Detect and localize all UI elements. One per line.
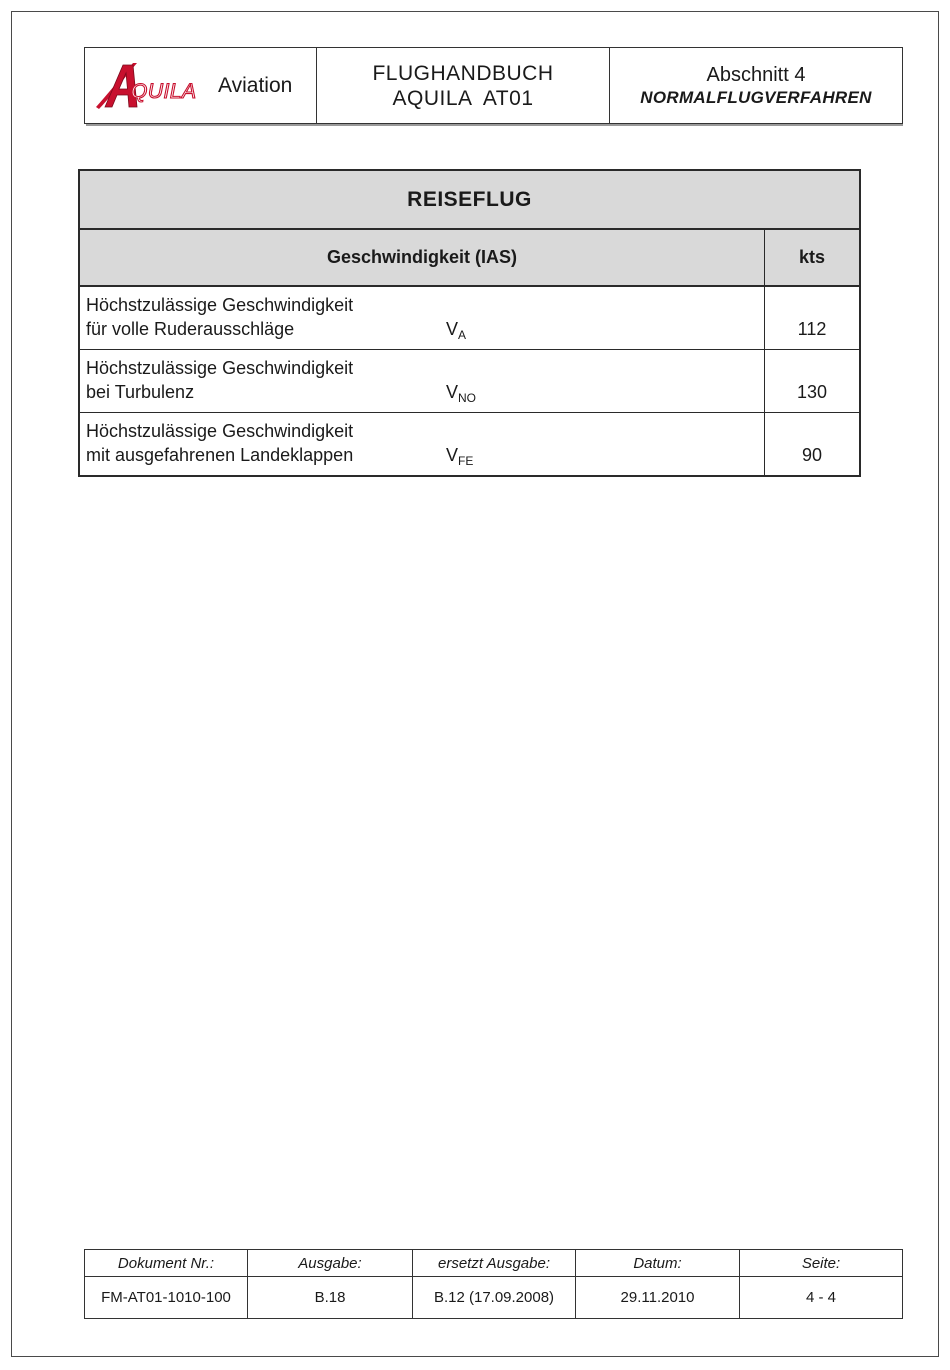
- table-title: REISEFLUG: [80, 171, 859, 230]
- footer-label-row: [85, 1250, 902, 1277]
- header-divider: [86, 124, 903, 126]
- manual-title-line1: FLUGHANDBUCH: [372, 61, 554, 85]
- footer-label-page: Seite:: [801, 1254, 841, 1272]
- table-row: [80, 287, 859, 350]
- row-description: [80, 287, 765, 349]
- speed-symbol: $V_{FE}$: [446, 445, 474, 468]
- table-header-row: [80, 230, 859, 287]
- row-description-line1: Höchstzulässige Geschwindigkeit: [86, 358, 354, 378]
- section-number: Abschnitt 4: [706, 63, 806, 86]
- speed-symbol: $V_{NO}$: [446, 382, 477, 405]
- speed-value: 90: [801, 445, 823, 465]
- section-name: NORMALFLUGVERFAHREN: [640, 87, 872, 107]
- row-description-line1: Höchstzulässige Geschwindigkeit: [86, 295, 354, 315]
- footer-replaces-issue: B.12 (17.09.2008): [413, 1277, 576, 1318]
- document-header: [84, 47, 903, 124]
- document-footer: [84, 1249, 903, 1319]
- svg-text:QUILA: QUILA: [131, 79, 197, 103]
- footer-label-issue: Ausgabe:: [248, 1250, 413, 1276]
- row-description: [80, 350, 765, 412]
- speed-symbol: $V_A$: [446, 319, 467, 342]
- column-header-unit: kts: [798, 247, 825, 267]
- manual-title-line2: AQUILA AT01: [392, 86, 534, 110]
- cruise-speed-table: [78, 169, 861, 477]
- row-description-line2: mit ausgefahrenen Landeklappen: [86, 445, 354, 465]
- footer-issue: B.18: [248, 1277, 413, 1318]
- footer-date: 29.11.2010: [576, 1277, 740, 1318]
- footer-value-row: [85, 1277, 902, 1318]
- footer-label-date: Datum:: [576, 1250, 740, 1276]
- row-description: [80, 413, 765, 475]
- brand-text: Aviation: [218, 73, 293, 97]
- column-header-speed: Geschwindigkeit (IAS): [80, 230, 765, 285]
- speed-value: 130: [796, 382, 828, 402]
- row-description-line1: Höchstzulässige Geschwindigkeit: [86, 421, 354, 441]
- footer-label-document-number: Dokument Nr.:: [85, 1250, 248, 1276]
- speed-value: 112: [797, 319, 827, 339]
- footer-page: 4 - 4: [805, 1289, 836, 1306]
- manual-title: [317, 48, 610, 123]
- table-row: [80, 413, 859, 475]
- section-info: [610, 48, 902, 123]
- row-description-line2: für volle Ruderausschläge: [86, 319, 295, 339]
- footer-label-replaces-issue: ersetzt Ausgabe:: [413, 1250, 576, 1276]
- company-logo: [85, 48, 317, 123]
- footer-document-number: FM-AT01-1010-100: [85, 1277, 248, 1318]
- table-row: [80, 350, 859, 413]
- aquila-logo-icon: [93, 57, 215, 115]
- row-description-line2: bei Turbulenz: [86, 382, 195, 402]
